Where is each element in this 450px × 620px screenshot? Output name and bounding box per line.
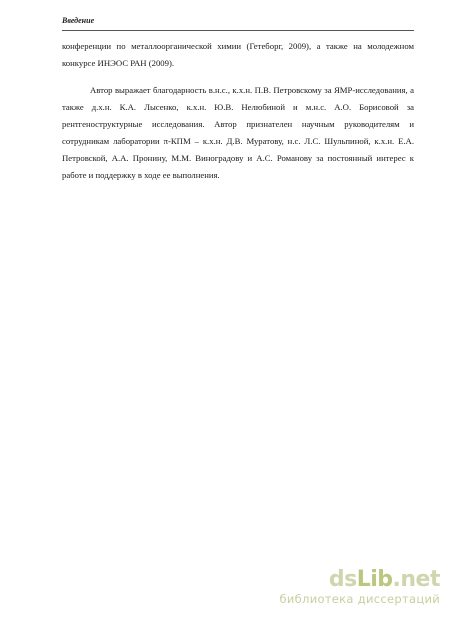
watermark-subtitle: библиотека диссертаций bbox=[279, 592, 440, 606]
paragraph-conferences: конференции по металлоорганической химии (Гетеборг, 2009), а также на молодежном конкурсе ИНЭОС РАН (2009). bbox=[62, 41, 414, 68]
dslib-logo bbox=[279, 568, 440, 592]
dslib-watermark bbox=[279, 568, 440, 606]
running-header: Введение bbox=[62, 16, 95, 25]
logo-lib: Lib bbox=[356, 567, 393, 592]
paragraph-acknowledgements: Автор выражает благодарность в.н.с., к.х.н. П.В. Петровскому за ЯМР-исследования, а также д.х.н. К.А. Лысенко, к.х.н. Ю.В. Нелюбиной и м.н.с. А.О. Борисовой за рентгеноструктурные исследования. Автор признателен научным руководителям и сотрудникам лаборатории π-КПМ – к.х.н. Д.В. Муратову, н.с. Л.С. Шульпиной, к.х.н. Е.А. Петровской, А.А. Пронину, М.М. Виноградову и А.С. Романову за постоянный интерес к работе и поддержку в ходе ее выполнения. bbox=[62, 85, 414, 180]
header-divider bbox=[62, 30, 414, 31]
logo-net: .net bbox=[392, 567, 440, 592]
logo-ds: ds bbox=[328, 567, 357, 592]
